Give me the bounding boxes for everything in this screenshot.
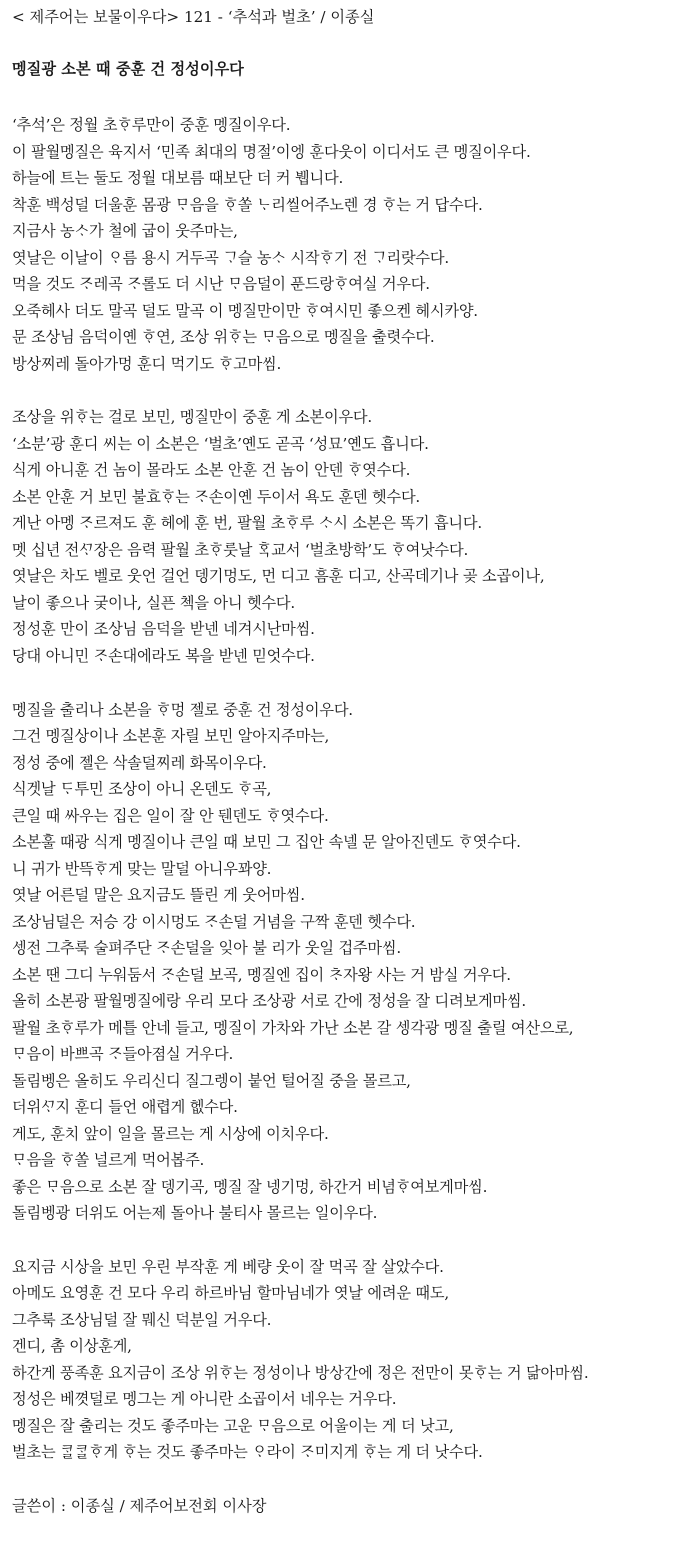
text-line: 니 귀가 반뜩ᄒᆞ게 맞는 말덜 아니우꽈양. (12, 859, 272, 878)
article-header: < 제주어는 보물이우다> 121 - ‘추석과 벌초’ / 이종실 (12, 8, 375, 26)
text-line: ᄆᆞ음을 ᄒᆞ쏠 널르게 먹어봅주. (12, 1151, 205, 1170)
text-line: 하간게 풍족훈 요지금이 조상 위ᄒᆞ는 정성이나 방상간에 정은 전만이 못ᄒᆞ는 거 닮아마씸. (12, 1363, 589, 1382)
text-line: 돌림벵광 더위도 어는제 돌아나 불티사 몰르는 일이우다. (12, 1204, 378, 1223)
text-line: 먹을 것도 ᄌᆞ레곡 ᄌᆞ롤도 더 시난 ᄆᆞ음덜이 푼드랑ᄒᆞ여실 거우다. (12, 275, 430, 293)
text-line: 큰일 때 싸우는 집은 일이 잘 안 뒌덴도 ᄒᆞ엿수다. (12, 806, 329, 825)
text-line: 셍전 그추룩 술펴주단 ᄌᆞ손덜을 잊아 불 리가 웃일 겁주마씸. (12, 939, 401, 958)
text-line: 좋은 ᄆᆞ음으로 소본 잘 뎅기곡, 멩질 잘 넹기멍, 하간거 비념ᄒᆞ여보게마씸. (12, 1177, 488, 1196)
text-line: 벌초는 ᄏᆞᆯᄏᆞᆯᄒᆞ게 ᄒᆞ는 것도 좋주마는 ᄋᆞ라이 ᄌᆞ미지게 ᄒᆞ는 게 더 낫수다. (12, 1443, 483, 1462)
text-line: 정성 중에 젤은 삭솔덜찌레 화목이우다. (12, 753, 267, 772)
paragraph (12, 1254, 700, 1466)
article-body (12, 112, 700, 1466)
text-line: ‘추석’은 정월 초ᄒᆞ루만이 중훈 멩질이우다. (12, 116, 291, 134)
text-line: 게도, 훈치 앞이 일을 몰르는 게 시상에 이치우다. (12, 1124, 329, 1143)
byline: 글쓴이 : 이종실 / 제주어보전회 이사장 (12, 1497, 267, 1516)
text-line: 아메도 요영훈 건 모다 우리 하르바님 할마님네가 엿날 에려운 때도, (12, 1284, 449, 1303)
article-headline: 멩질광 소본 때 중훈 건 정성이우다 (12, 60, 244, 78)
text-line: 팔월 초ᄒᆞ루가 메틀 안네 들고, 멩질이 가차와 가난 소본 갈 셍각광 멩질 출릴 여산으로, (12, 1018, 574, 1037)
text-line: 정성훈 만이 조상님 음덕을 받넨 네겨시난마씸. (12, 620, 315, 639)
text-line: 하늘에 트는 둘도 정월 대보름 때보단 더 커 뷉니다. (12, 169, 344, 187)
text-line: 돌림벵은 올히도 우리신디 질그렝이 붙언 털어질 중을 몰르고, (12, 1071, 411, 1090)
text-line: 그건 멩질상이나 소본훈 자릴 보민 알아지주마는, (12, 727, 330, 746)
paragraph (12, 404, 700, 669)
text-line: 당대 아니민 ᄌᆞ손대에라도 복을 받넨 믿엇수다. (12, 646, 315, 665)
text-line: ᄆᆞ음이 바쁘곡 ᄌᆞ들아졈실 거우다. (12, 1045, 234, 1064)
text-line: 올히 소본광 팔월멩질에랑 우리 모다 조상광 서로 간에 정성을 잘 디려보게마씸. (12, 992, 526, 1011)
text-line: 멩질은 잘 출리는 것도 좋주마는 고운 ᄆᆞ음으로 어울이는 게 더 낫고, (12, 1416, 454, 1435)
text-line: 엿날은 차도 벨로 웃언 걸언 뎅기멍도, 먼 디고 흠훈 디고, 산곡데기나 곶 소곱이나, (12, 567, 545, 586)
text-line: 문 조상님 음덕이옌 ᄒᆞ연, 조상 위ᄒᆞ는 ᄆᆞ음으로 멩질을 출렷수다. (12, 328, 435, 346)
text-line: 멧 십년 전ᄭᆞ장은 음력 팔월 초ᄒᆞ룻날 ᄒᆞᆨ교서 ‘벌초방학’도 ᄒᆞ여낫수다. (12, 540, 469, 559)
paragraph (12, 697, 700, 1227)
text-line: 멩질을 출리나 소본을 ᄒᆞ멍 젤로 중훈 건 정성이우다. (12, 700, 353, 719)
text-line: 정성은 베꼇덜로 멩그는 게 아니란 소곱이서 네우는 거우다. (12, 1390, 397, 1409)
text-line: 식게 아니훈 건 놈이 몰라도 소본 안훈 건 놈이 안덴 ᄒᆞ엿수다. (12, 461, 411, 480)
text-line: 날이 좋으나 궂이나, 실픈 첵을 아니 헷수다. (12, 593, 296, 612)
text-line: 오죽헤사 더도 말곡 덜도 말곡 이 멩질만이만 ᄒᆞ여시민 좋으켄 헤시카양. (12, 301, 478, 320)
text-line: 착훈 백성덜 더울훈 몸광 ᄆᆞ음을 ᄒᆞ쏠 ᄂᆞ리씰어주노렌 경 ᄒᆞ는 거 답수다. (12, 195, 483, 214)
text-line: 요지금 시상을 보민 우린 부작훈 게 베량 웃이 잘 먹곡 잘 살았수다. (12, 1257, 444, 1276)
text-line: 그추룩 조상님덜 잘 뭬신 덕분일 거우다. (12, 1310, 272, 1329)
paragraph (12, 112, 700, 377)
text-line: 더위ᄭᆞ지 훈디 들언 애렵게 헶수다. (12, 1098, 238, 1117)
text-line: 겐디, 촘 이상훈게, (12, 1337, 132, 1356)
text-line: 소본 땐 그디 누워둠서 ᄌᆞ손덜 보곡, 멩질엔 집이 ᄎᆞ자왕 사는 거 밤실 거우다. (12, 965, 511, 984)
text-line: 방상찌레 돌아가멍 훈디 먹기도 ᄒᆞ고마씸. (12, 354, 282, 373)
text-line: 지금사 농ᄉᆞ가 철에 굽이 웃주마는, (12, 222, 238, 240)
text-line: 소본 안훈 거 보민 불효ᄒᆞ는 ᄌᆞ손이옌 두이서 욕도 훈덴 헷수다. (12, 487, 421, 506)
text-line: ‘소분’광 훈디 씨는 이 소본은 ‘벌초’옌도 곧곡 ‘성묘’옌도 흡니다. (12, 434, 429, 453)
text-line: 소본훌 때광 식게 멩질이나 큰일 때 보민 그 집안 속넬 문 알아진덴도 ᄒᆞ엿수다. (12, 833, 521, 852)
text-line: 조상님덜은 저승 강 이시멍도 ᄌᆞ손덜 거념을 구짝 훈덴 헷수다. (12, 912, 416, 931)
text-line: 조상을 위ᄒᆞ는 걸로 보민, 멩질만이 중훈 게 소본이우다. (12, 408, 373, 427)
text-line: 엿날은 이날이 ᄋᆞ름 용시 거두곡 ᄀᆞ슬 농ᄉᆞ 시작ᄒᆞ기 전 ᄀᆞ리랏수다. (12, 248, 449, 267)
text-line: 식겟날 ᄃᆞ투민 조상이 아니 온덴도 ᄒᆞ곡, (12, 780, 272, 799)
text-line: 이 팔월멩질은 육지서 ‘민족 최대의 명절’이엥 훈다웃이 이디서도 큰 멩질이우다. (12, 142, 531, 161)
text-line: 엿날 어른덜 말은 요지금도 뜰린 게 웃어마씸. (12, 886, 305, 905)
text-line: 게난 아멩 ᄌᆞ르져도 훈 헤에 훈 번, 팔월 초ᄒᆞ루 ᄉᆞ시 소본은 똑기 흡니다. (12, 514, 482, 533)
